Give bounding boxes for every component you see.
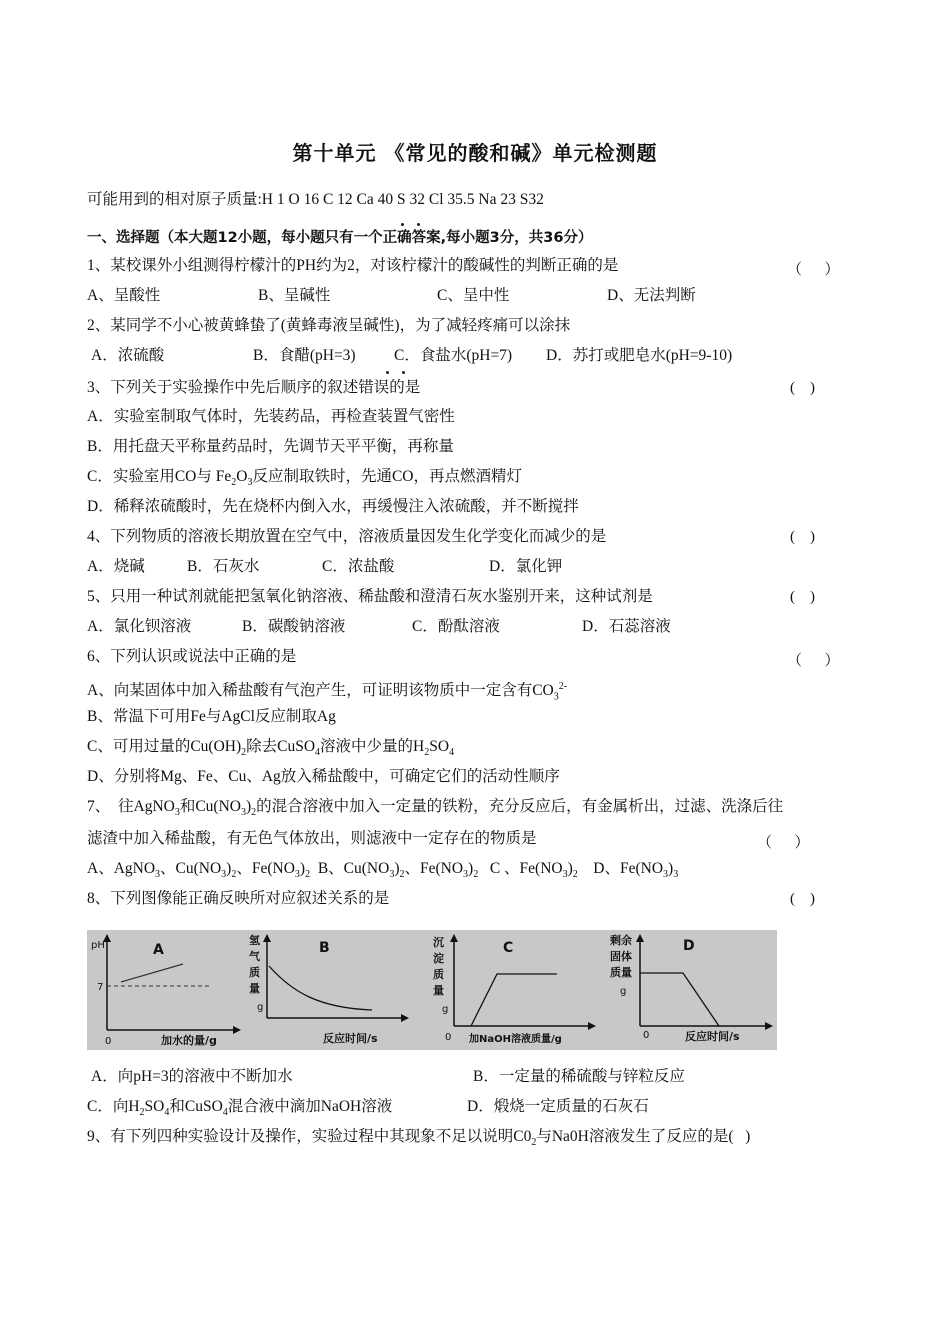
question-2-stem: 2、某同学不小心被黄蜂蛰了(黄蜂毒液呈碱性)，为了减轻疼痛可以涂抹 bbox=[87, 317, 571, 334]
answer-paren: ( ) bbox=[790, 891, 815, 907]
graph-a-origin: 0 bbox=[105, 1036, 112, 1047]
graph-a-xlabel: 加水的量/g bbox=[161, 1034, 217, 1047]
question-6-stem: 6、下列认识或说法中正确的是 bbox=[87, 648, 297, 665]
option-d: D、无法判断 bbox=[607, 287, 696, 304]
emphasis-dot bbox=[417, 223, 420, 226]
option-b: B．碳酸钠溶液 bbox=[242, 618, 346, 635]
answer-paren: （ ） bbox=[787, 262, 840, 278]
graph-b bbox=[249, 933, 409, 1045]
graph-c-unit: g bbox=[442, 1004, 449, 1015]
page-title: 第十单元 《常见的酸和碱》单元检测题 bbox=[292, 141, 658, 165]
option-c: C、呈中性 bbox=[437, 287, 510, 304]
graph-b-unit: g bbox=[257, 1002, 264, 1013]
question-5-stem: 5、只用一种试剂就能把氢氧化钠溶液、稀盐酸和澄清石灰水鉴别开来，这种试剂是 bbox=[87, 588, 653, 605]
graph-a-mark: 7 bbox=[97, 982, 104, 993]
question-4-stem: 4、下列物质的溶液长期放置在空气中，溶液质量因发生化学变化而减少的是 bbox=[87, 528, 607, 545]
option-c: C．浓盐酸 bbox=[322, 558, 395, 575]
emphasis-dot bbox=[401, 223, 404, 226]
option-d: D．煅烧一定质量的石灰石 bbox=[467, 1098, 649, 1115]
graph-c-letter: C bbox=[503, 940, 514, 956]
option-c: C．食盐水(pH=7) bbox=[394, 347, 513, 364]
svg-text:气: 气 bbox=[249, 950, 260, 963]
graph-d-letter: D bbox=[683, 938, 695, 954]
svg-text:质: 质 bbox=[249, 966, 260, 979]
option-b: B．一定量的稀硫酸与锌粒反应 bbox=[473, 1068, 685, 1085]
option-a: A．实验室制取气体时，先装药品，再检查装置气密性 bbox=[87, 408, 455, 425]
option-b: B、呈碱性 bbox=[258, 287, 331, 304]
option-a: A．烧碱 bbox=[87, 558, 145, 575]
svg-text:淀: 淀 bbox=[433, 952, 444, 965]
option-a: A、向某固体中加入稀盐酸有气泡产生，可证明该物质中一定含有$CO_3^{2-}$ bbox=[87, 681, 568, 703]
option-c: C．酚酞溶液 bbox=[412, 618, 500, 635]
emphasis-dot bbox=[402, 371, 405, 374]
question-7-options: A、AgNO$_3$、$Cu(NO_3)_2$、$Fe(NO_3)_2$ B、$Cu(NO_3)_2$、$Fe(NO_3)_2$ C 、$Fe(NO_3)_2$ D、$Fe(NO_3)_3$ bbox=[87, 860, 679, 881]
emphasis-dot bbox=[386, 371, 389, 374]
option-d: D．稀释浓硫酸时，先在烧杯内倒入水，再缓慢注入浓硫酸，并不断搅拌 bbox=[87, 498, 579, 515]
graph-a bbox=[91, 934, 241, 1047]
question-3-stem: 3、下列关于实验操作中先后顺序的叙述错误的是 bbox=[87, 379, 421, 396]
option-d: D．苏打或肥皂水(pH=9-10) bbox=[546, 347, 733, 364]
answer-paren: ( ) bbox=[790, 589, 815, 605]
graph-d-origin: 0 bbox=[643, 1030, 650, 1041]
section-heading: 一、选择题（本大题12小题，每小题只有一个正确答案,每小题3分，共36分） bbox=[87, 230, 593, 246]
option-d: D．石蕊溶液 bbox=[582, 618, 671, 635]
question-7-stem-continued: 滤渣中加入稀盐酸，有无色气体放出，则滤液中一定存在的物质是 bbox=[87, 830, 537, 847]
svg-text:量: 量 bbox=[249, 982, 260, 995]
svg-text:质量: 质量 bbox=[610, 966, 632, 979]
graphs-figure bbox=[87, 930, 777, 1050]
option-d: D．氯化钾 bbox=[489, 558, 563, 575]
option-a: A．氯化钡溶液 bbox=[87, 618, 192, 635]
graph-c-origin: 0 bbox=[445, 1032, 452, 1043]
graph-c bbox=[433, 934, 596, 1045]
svg-text:氢: 氢 bbox=[249, 934, 260, 947]
option-a: A．浓硫酸 bbox=[91, 347, 165, 364]
option-a: A、呈酸性 bbox=[87, 287, 161, 304]
option-c: C、可用过量的$Cu(OH)_2$除去CuSO$_4$溶液中少量的$H_2SO_4$ bbox=[87, 738, 455, 759]
svg-text:质: 质 bbox=[433, 968, 444, 981]
option-c: C．向$H_2SO_4$和CuSO$_4$混合液中滴加NaOH溶液 bbox=[87, 1098, 393, 1119]
option-b: B、常温下可用Fe与AgCl反应制取Ag bbox=[87, 708, 336, 725]
question-1-stem: 1、某校课外小组测得柠檬汁的PH约为2，对该柠檬汁的酸碱性的判断正确的是 bbox=[87, 257, 619, 274]
question-7-stem: 7、 往AgNO$_3$和$Cu(NO_3)_2$的混合溶液中加入一定量的铁粉，充分反应后，有金属析出，过滤、洗涤后往 bbox=[87, 798, 784, 819]
answer-paren: （ ） bbox=[757, 835, 810, 851]
graph-c-xlabel: 加NaOH溶液质量/g bbox=[469, 1034, 562, 1045]
graph-a-ylabel: pH bbox=[91, 940, 105, 951]
graph-b-xlabel: 反应时间/s bbox=[323, 1032, 378, 1045]
option-c: C．实验室用CO与 $Fe_2O_3$反应制取铁时，先通CO，再点燃酒精灯 bbox=[87, 468, 522, 489]
svg-text:沉: 沉 bbox=[433, 936, 444, 949]
option-a: A．向pH=3的溶液中不断加水 bbox=[91, 1068, 293, 1085]
atomic-mass-line: 可能用到的相对原子质量:H 1 O 16 C 12 Ca 40 S 32 Cl 35.5 Na 23 S32 bbox=[87, 191, 544, 208]
option-b: B．用托盘天平称量药品时，先调节天平平衡，再称量 bbox=[87, 438, 454, 455]
graph-a-letter: A bbox=[153, 942, 164, 958]
question-8-stem: 8、下列图像能正确反映所对应叙述关系的是 bbox=[87, 890, 390, 907]
svg-text:量: 量 bbox=[433, 984, 444, 997]
answer-paren: ( ) bbox=[790, 380, 815, 396]
graph-d bbox=[610, 933, 773, 1043]
answer-paren: （ ） bbox=[787, 653, 840, 669]
option-d: D、分别将Mg、Fe、Cu、Ag放入稀盐酸中，可确定它们的活动性顺序 bbox=[87, 768, 560, 785]
graph-d-xlabel: 反应时间/s bbox=[685, 1030, 740, 1043]
graph-b-letter: B bbox=[319, 940, 330, 956]
option-b: B．食醋(pH=3) bbox=[253, 347, 356, 364]
svg-text:剩余: 剩余 bbox=[610, 934, 632, 947]
question-9-stem: 9、有下列四种实验设计及操作，实验过程中其现象不足以说明$C0_2$与Na0H溶液发生了反应的是( ) bbox=[87, 1128, 751, 1149]
graph-d-unit: g bbox=[620, 986, 627, 997]
option-b: B．石灰水 bbox=[187, 558, 260, 575]
answer-paren: ( ) bbox=[790, 529, 815, 545]
svg-text:固体: 固体 bbox=[610, 950, 632, 963]
